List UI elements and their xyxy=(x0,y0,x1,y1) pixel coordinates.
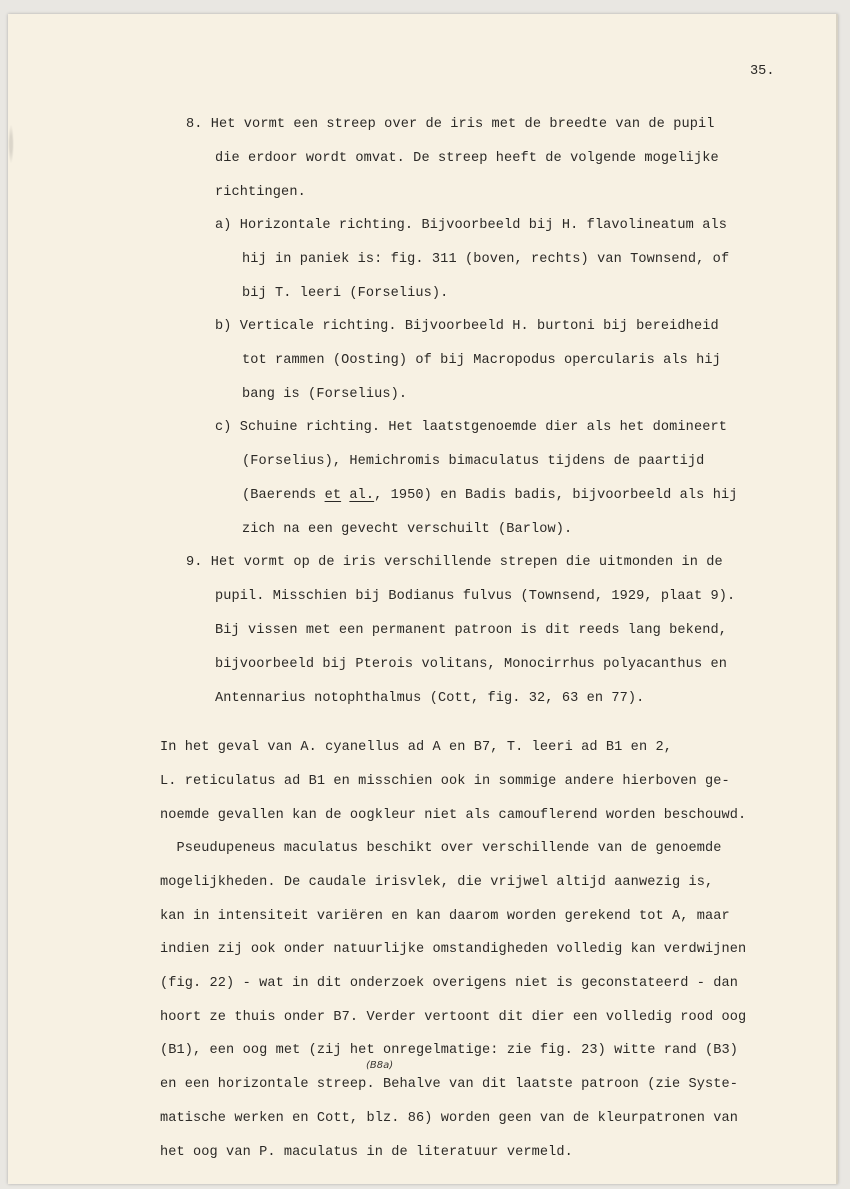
citation-rest: , 1950) en Badis badis, bijvoorbeeld als hij xyxy=(374,488,738,503)
subitem-c-line-1: c) Schuine richting. Het laatstgenoemde dier als het domineert xyxy=(215,420,727,435)
paragraph-2-line-10: het oog van P. maculatus in de literatuur vermeld. xyxy=(160,1145,573,1160)
subitem-b-line-3: bang is (Forselius). xyxy=(242,387,408,402)
paragraph-2-line-8: en een horizontale streep. Behalve van dit laatste patroon (zie Syste- xyxy=(160,1077,739,1092)
paragraph-2-line-4: indien zij ook onder natuurlijke omstandigheden volledig kan verdwijnen xyxy=(160,942,747,957)
page-sheet xyxy=(8,14,838,1184)
paragraph-1-line-1: In het geval van A. cyanellus ad A en B7, T. leeri ad B1 en 2, xyxy=(160,740,672,755)
subitem-b-line-2: tot rammen (Oosting) of bij Macropodus opercularis als hij xyxy=(242,353,721,368)
subitem-c-line-3 xyxy=(242,488,737,504)
subitem-a-line-2: hij in paniek is: fig. 311 (boven, rechts) van Townsend, of xyxy=(242,252,730,267)
list-item-9-line-1: 9. Het vormt op de iris verschillende strepen die uitmonden in de xyxy=(186,555,723,570)
page-number: 35. xyxy=(750,64,775,79)
paragraph-2-line-9: matische werken en Cott, blz. 86) worden geen van de kleurpatronen van xyxy=(160,1111,739,1126)
subitem-c-line-4: zich na een gevecht verschuilt (Barlow). xyxy=(242,522,573,537)
citation-text: (Baerends xyxy=(242,488,325,503)
handwritten-annotation: (B8a) xyxy=(366,1060,394,1071)
paragraph-2-line-3: kan in intensiteit variëren en kan daarom worden gerekend tot A, maar xyxy=(160,909,730,924)
paragraph-1-line-3: noemde gevallen kan de oogkleur niet als camouflerend worden beschouwd. xyxy=(160,808,747,823)
subitem-a-line-1: a) Horizontale richting. Bijvoorbeeld bij H. flavolineatum als xyxy=(215,218,727,233)
list-item-8-line-3: richtingen. xyxy=(215,185,306,200)
list-item-9-line-3: Bij vissen met een permanent patroon is dit reeds lang bekend, xyxy=(215,623,727,638)
paragraph-2-line-6: hoort ze thuis onder B7. Verder vertoont dit dier een volledig rood oog xyxy=(160,1010,747,1025)
paragraph-2-line-5: (fig. 22) - wat in dit onderzoek overigens niet is geconstateerd - dan xyxy=(160,976,739,991)
paragraph-2-line-2: mogelijkheden. De caudale irisvlek, die vrijwel altijd aanwezig is, xyxy=(160,875,714,890)
subitem-b-line-1: b) Verticale richting. Bijvoorbeeld H. burtoni bij bereidheid xyxy=(215,319,719,334)
underlined-al: al. xyxy=(349,488,375,503)
scan-artifact xyxy=(8,124,14,164)
list-item-9-line-2: pupil. Misschien bij Bodianus fulvus (Townsend, 1929, plaat 9). xyxy=(215,589,736,604)
subitem-a-line-3: bij T. leeri (Forselius). xyxy=(242,286,449,301)
list-item-9-line-5: Antennarius notophthalmus (Cott, fig. 32, 63 en 77). xyxy=(215,691,645,706)
list-item-9-line-4: bijvoorbeeld bij Pterois volitans, Monocirrhus polyacanthus en xyxy=(215,657,727,672)
underlined-et: et xyxy=(324,488,342,503)
list-item-8-line-1: 8. Het vormt een streep over de iris met de breedte van de pupil xyxy=(186,117,715,132)
paragraph-2-line-7: (B1), een oog met (zij het onregelmatige: zie fig. 23) witte rand (B3) xyxy=(160,1043,739,1058)
paragraph-2-line-1: Pseudupeneus maculatus beschikt over verschillende van de genoemde xyxy=(160,841,722,856)
paragraph-1-line-2: L. reticulatus ad B1 en misschien ook in sommige andere hierboven ge- xyxy=(160,774,730,789)
list-item-8-line-2: die erdoor wordt omvat. De streep heeft de volgende mogelijke xyxy=(215,151,719,166)
subitem-c-line-2: (Forselius), Hemichromis bimaculatus tijdens de paartijd xyxy=(242,454,705,469)
